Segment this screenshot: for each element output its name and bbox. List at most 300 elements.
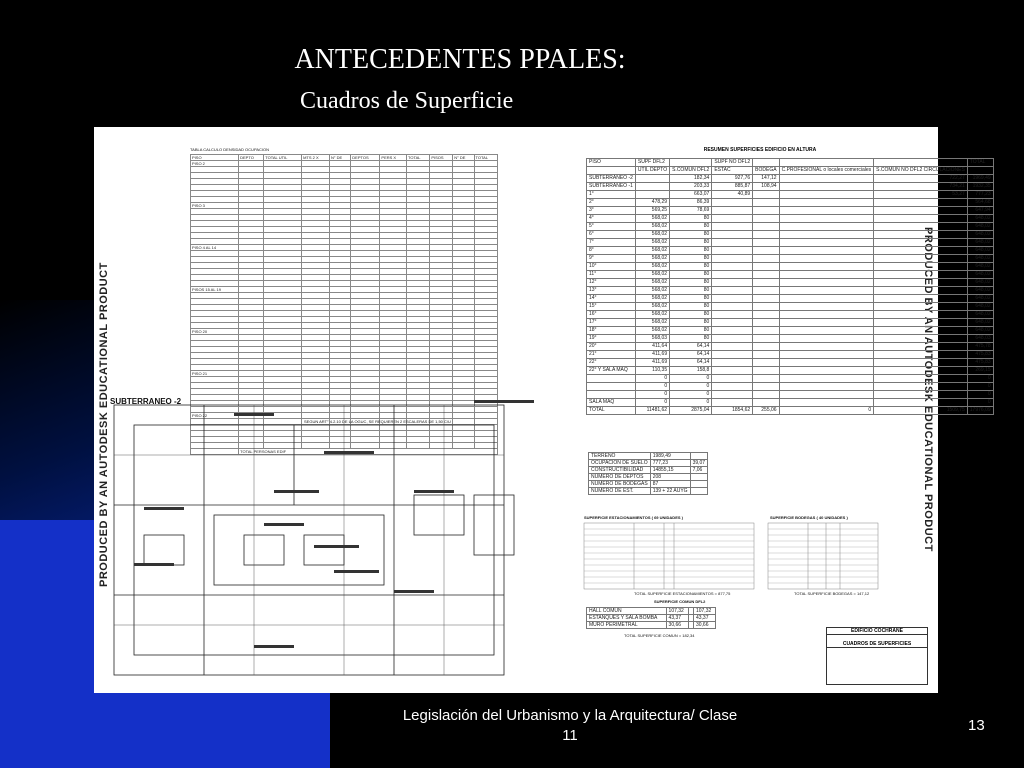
resumen-cell: 182,34 bbox=[670, 175, 712, 183]
resumen-cell bbox=[712, 327, 753, 335]
normativa-cell: 208 bbox=[650, 474, 690, 481]
resumen-cell: 475,83 bbox=[967, 351, 993, 359]
resumen-cell: 648,02 bbox=[967, 279, 993, 287]
normativa-cell bbox=[690, 453, 708, 460]
resumen-cell bbox=[779, 367, 874, 375]
resumen-header-cell: C.PROFESIONAL o locales comerciales bbox=[779, 167, 874, 175]
watermark-left: PRODUCED BY AN AUTODESK EDUCATIONAL PRODUCT bbox=[98, 262, 110, 587]
resumen-header-cell bbox=[874, 159, 968, 167]
resumen-cell bbox=[635, 183, 669, 191]
resumen-cell bbox=[779, 199, 874, 207]
resumen-cell bbox=[753, 391, 779, 399]
resumen-row bbox=[587, 351, 994, 359]
normativa-cell: 14855,15 bbox=[650, 467, 690, 474]
resumen-cell bbox=[712, 375, 753, 383]
resumen-cell bbox=[753, 271, 779, 279]
resumen-cell: 411,69 bbox=[635, 359, 669, 367]
resumen-cell: 1509,75 bbox=[874, 407, 968, 415]
resumen-cell bbox=[779, 279, 874, 287]
resumen-row bbox=[587, 383, 994, 391]
resumen-cell bbox=[874, 199, 968, 207]
comun-title: SUPERFICIE COMUN DFL2 bbox=[654, 599, 706, 604]
resumen-row bbox=[587, 207, 994, 215]
resumen-row bbox=[587, 247, 994, 255]
resumen-cell bbox=[874, 351, 968, 359]
resumen-header-cell: PISO bbox=[587, 159, 636, 167]
resumen-cell bbox=[779, 335, 874, 343]
resumen-cell bbox=[753, 255, 779, 263]
resumen-cell: 927,76 bbox=[712, 175, 753, 183]
resumen-cell bbox=[753, 319, 779, 327]
comun-table bbox=[586, 607, 716, 629]
density-cell: PISO 2 bbox=[191, 161, 239, 167]
resumen-cell: 475,83 bbox=[967, 359, 993, 367]
normativa-cell: NUMERO DE BODEGAS bbox=[589, 481, 651, 488]
normativa-cell: 87 bbox=[650, 481, 690, 488]
resumen-row bbox=[587, 359, 994, 367]
resumen-row bbox=[587, 183, 994, 191]
resumen-cell bbox=[753, 383, 779, 391]
resumen-cell bbox=[635, 191, 669, 199]
comun-cell: ESTANQUES Y SALA BOMBA bbox=[587, 615, 667, 622]
resumen-cell bbox=[753, 399, 779, 407]
resumen-cell: 21° bbox=[587, 351, 636, 359]
density-header-cell: TOTAL UTIL bbox=[264, 155, 302, 161]
resumen-cell: 80 bbox=[670, 295, 712, 303]
slide-footer: Legislación del Urbanismo y la Arquitectura/ Clase 11 bbox=[402, 707, 738, 744]
resumen-cell: 0 bbox=[967, 391, 993, 399]
resumen-row bbox=[587, 191, 994, 199]
density-header-cell: N° DE bbox=[330, 155, 351, 161]
plan-label: SUBTERRANEO -2 bbox=[110, 397, 182, 406]
resumen-cell: 411,64 bbox=[635, 343, 669, 351]
resumen-cell: 564,68 bbox=[967, 199, 993, 207]
comun-cell: 43,37 bbox=[666, 615, 688, 622]
resumen-row bbox=[587, 271, 994, 279]
comun-cell: 107,32 bbox=[666, 608, 688, 615]
resumen-cell bbox=[874, 239, 968, 247]
resumen-table bbox=[586, 158, 994, 415]
resumen-cell: 568,02 bbox=[635, 311, 669, 319]
normativa-cell: CONSTRUCTIBILIDAD bbox=[589, 467, 651, 474]
resumen-cell: 648,02 bbox=[967, 311, 993, 319]
resumen-cell: 7° bbox=[587, 239, 636, 247]
comun-cell: HALL COMUN bbox=[587, 608, 667, 615]
resumen-cell: 110,35 bbox=[635, 367, 669, 375]
resumen-cell bbox=[779, 295, 874, 303]
density-header-cell: TOTAL bbox=[474, 155, 497, 161]
resumen-cell bbox=[753, 343, 779, 351]
comun-row bbox=[587, 622, 716, 629]
resumen-cell: 80 bbox=[670, 287, 712, 295]
resumen-cell: 147,12 bbox=[753, 175, 779, 183]
resumen-cell: 80 bbox=[670, 279, 712, 287]
estacionamientos-table bbox=[584, 523, 754, 589]
resumen-cell bbox=[779, 383, 874, 391]
resumen-cell: 568,02 bbox=[635, 215, 669, 223]
resumen-cell: 10° bbox=[587, 263, 636, 271]
resumen-cell bbox=[874, 311, 968, 319]
resumen-cell: 0 bbox=[967, 383, 993, 391]
resumen-cell bbox=[874, 279, 968, 287]
resumen-cell: 647,94 bbox=[967, 207, 993, 215]
resumen-superficies bbox=[586, 147, 991, 415]
resumen-header-cell: S.COMUN DFL2 bbox=[670, 167, 712, 175]
resumen-cell: 648,02 bbox=[967, 319, 993, 327]
resumen-cell bbox=[753, 351, 779, 359]
resumen-cell: 648,02 bbox=[967, 287, 993, 295]
comun-total: TOTAL SUPERFICIE COMUN = 182,34 bbox=[624, 633, 695, 638]
resumen-row bbox=[587, 375, 994, 383]
comun-row bbox=[587, 615, 716, 622]
resumen-cell bbox=[753, 287, 779, 295]
resumen-cell bbox=[712, 271, 753, 279]
resumen-cell bbox=[874, 367, 968, 375]
density-cell: PISO 22 bbox=[191, 413, 239, 419]
resumen-cell: 19° bbox=[587, 335, 636, 343]
resumen-row bbox=[587, 407, 994, 415]
comun-cell: 30,66 bbox=[693, 622, 715, 629]
resumen-cell bbox=[779, 327, 874, 335]
resumen-cell bbox=[874, 391, 968, 399]
resumen-cell: 2875,04 bbox=[670, 407, 712, 415]
resumen-cell bbox=[712, 215, 753, 223]
resumen-cell: 64,14 bbox=[670, 359, 712, 367]
resumen-row bbox=[587, 231, 994, 239]
resumen-cell: 568,02 bbox=[635, 327, 669, 335]
resumen-cell: 158,8 bbox=[670, 367, 712, 375]
resumen-cell bbox=[874, 359, 968, 367]
resumen-row bbox=[587, 367, 994, 375]
resumen-cell: TOTAL bbox=[587, 407, 636, 415]
resumen-cell: 568,02 bbox=[635, 287, 669, 295]
resumen-header-cell bbox=[670, 159, 712, 167]
resumen-cell: 80 bbox=[670, 239, 712, 247]
resumen-cell: 11481,62 bbox=[635, 407, 669, 415]
density-header-cell: TOTAL bbox=[407, 155, 430, 161]
resumen-cell: 478,29 bbox=[635, 199, 669, 207]
resumen-cell bbox=[587, 375, 636, 383]
resumen-cell bbox=[753, 367, 779, 375]
resumen-cell: 80 bbox=[670, 327, 712, 335]
resumen-cell: 255,06 bbox=[753, 407, 779, 415]
resumen-cell: 568,02 bbox=[635, 303, 669, 311]
resumen-cell: 12° bbox=[587, 279, 636, 287]
resumen-cell: 734,21 bbox=[874, 183, 968, 191]
resumen-cell bbox=[779, 191, 874, 199]
resumen-cell bbox=[753, 279, 779, 287]
resumen-cell: 648,02 bbox=[967, 239, 993, 247]
resumen-cell: 203,33 bbox=[670, 183, 712, 191]
resumen-cell: SALA MAQ bbox=[587, 399, 636, 407]
estacionamientos-title: SUPERFICIE ESTACIONAMIENTOS ( 69 UNIDADES ) bbox=[584, 515, 683, 520]
resumen-cell: 22° bbox=[587, 359, 636, 367]
resumen-header-row bbox=[587, 167, 994, 175]
resumen-cell bbox=[874, 207, 968, 215]
resumen-cell: 411,69 bbox=[635, 351, 669, 359]
resumen-cell bbox=[712, 359, 753, 367]
normativa-cell: OCUPACION DE SUELO bbox=[589, 460, 651, 467]
resumen-row bbox=[587, 199, 994, 207]
resumen-cell bbox=[874, 303, 968, 311]
resumen-cell: 5° bbox=[587, 223, 636, 231]
resumen-cell: 4° bbox=[587, 215, 636, 223]
comun-cell: 43,37 bbox=[693, 615, 715, 622]
bodegas-table bbox=[768, 523, 878, 589]
resumen-cell: 17° bbox=[587, 319, 636, 327]
stamp-project: EDIFICIO COCHRANE bbox=[827, 628, 927, 635]
resumen-header-cell: ESTAC bbox=[712, 167, 753, 175]
resumen-cell: 568,02 bbox=[635, 247, 669, 255]
normativa-row bbox=[589, 474, 708, 481]
resumen-cell bbox=[635, 175, 669, 183]
resumen-header-cell: SUPF NO DFL2 bbox=[712, 159, 753, 167]
normativa-row bbox=[589, 460, 708, 467]
comun-cell: MURO PERIMETRAL bbox=[587, 622, 667, 629]
resumen-cell: 80 bbox=[670, 271, 712, 279]
resumen-cell bbox=[753, 327, 779, 335]
resumen-cell: 64,14 bbox=[670, 351, 712, 359]
resumen-cell bbox=[712, 383, 753, 391]
normativa-cell: NUMERO DE DEPTOS bbox=[589, 474, 651, 481]
resumen-header-cell: BODEGA bbox=[753, 167, 779, 175]
resumen-cell bbox=[779, 215, 874, 223]
resumen-cell: 648,02 bbox=[967, 271, 993, 279]
resumen-cell: 80 bbox=[670, 311, 712, 319]
resumen-cell: 0 bbox=[670, 375, 712, 383]
resumen-cell bbox=[712, 295, 753, 303]
resumen-cell bbox=[779, 255, 874, 263]
resumen-row bbox=[587, 391, 994, 399]
resumen-cell: 0 bbox=[670, 391, 712, 399]
resumen-cell: 569,25 bbox=[635, 207, 669, 215]
normativa-cell bbox=[690, 488, 708, 495]
resumen-row bbox=[587, 319, 994, 327]
resumen-cell: 80 bbox=[670, 335, 712, 343]
normativa-cell: 7,06 bbox=[690, 467, 708, 474]
normativa-cell: NUMERO DE EST. bbox=[589, 488, 651, 495]
normativa-cell: 1989,49 bbox=[650, 453, 690, 460]
density-cell: PISO 3 bbox=[191, 203, 239, 209]
density-header-cell: PISO bbox=[191, 155, 239, 161]
resumen-row bbox=[587, 215, 994, 223]
resumen-cell bbox=[779, 303, 874, 311]
estacionamientos-total: TOTAL SUPERFICIE ESTACIONAMIENTOS = 877,75 bbox=[634, 591, 731, 596]
resumen-cell bbox=[779, 271, 874, 279]
resumen-row bbox=[587, 239, 994, 247]
resumen-cell bbox=[779, 183, 874, 191]
normativa-row bbox=[589, 488, 708, 495]
resumen-cell: 16° bbox=[587, 311, 636, 319]
resumen-cell: 1854,62 bbox=[712, 407, 753, 415]
resumen-cell: 80 bbox=[670, 263, 712, 271]
resumen-row bbox=[587, 279, 994, 287]
density-header-cell: N° DE bbox=[453, 155, 474, 161]
resumen-row bbox=[587, 303, 994, 311]
resumen-cell: 475,78 bbox=[967, 343, 993, 351]
resumen-cell: 86,39 bbox=[670, 199, 712, 207]
resumen-cell: SUBTERRANEO -1 bbox=[587, 183, 636, 191]
resumen-cell bbox=[712, 207, 753, 215]
resumen-cell: 2° bbox=[587, 199, 636, 207]
resumen-cell: 269,15 bbox=[967, 367, 993, 375]
normativa-table bbox=[588, 452, 708, 495]
resumen-cell: 22° Y SALA MAQ bbox=[587, 367, 636, 375]
density-header-cell: DEPTOS bbox=[351, 155, 380, 161]
resumen-cell: 568,02 bbox=[635, 255, 669, 263]
floor-plan-drawing bbox=[114, 395, 574, 685]
density-cell: PISOS 15 AL 19 bbox=[191, 287, 239, 293]
resumen-cell: 0 bbox=[635, 383, 669, 391]
resumen-cell bbox=[712, 223, 753, 231]
normativa-row bbox=[589, 481, 708, 488]
resumen-cell: 80 bbox=[670, 231, 712, 239]
resumen-cell bbox=[779, 399, 874, 407]
resumen-cell: 568,02 bbox=[635, 223, 669, 231]
resumen-cell: 64,14 bbox=[670, 343, 712, 351]
resumen-cell bbox=[779, 391, 874, 399]
resumen-cell bbox=[779, 223, 874, 231]
resumen-cell: 0 bbox=[635, 399, 669, 407]
resumen-cell bbox=[712, 231, 753, 239]
resumen-cell: 648,02 bbox=[967, 247, 993, 255]
resumen-header-cell bbox=[967, 167, 993, 175]
resumen-cell: 15° bbox=[587, 303, 636, 311]
resumen-cell bbox=[753, 239, 779, 247]
resumen-cell: 80 bbox=[670, 247, 712, 255]
resumen-cell: 1969,49 bbox=[967, 175, 993, 183]
resumen-cell: 568,02 bbox=[635, 239, 669, 247]
normativa-row bbox=[589, 467, 708, 474]
resumen-cell bbox=[779, 343, 874, 351]
resumen-row bbox=[587, 255, 994, 263]
resumen-row bbox=[587, 327, 994, 335]
resumen-cell bbox=[753, 295, 779, 303]
resumen-cell bbox=[779, 207, 874, 215]
resumen-cell bbox=[874, 343, 968, 351]
resumen-cell bbox=[779, 287, 874, 295]
resumen-header-cell bbox=[753, 159, 779, 167]
resumen-cell: 568,02 bbox=[635, 295, 669, 303]
resumen-cell: 0 bbox=[967, 375, 993, 383]
resumen-cell bbox=[753, 231, 779, 239]
resumen-cell: 0 bbox=[635, 391, 669, 399]
resumen-cell bbox=[712, 303, 753, 311]
resumen-cell bbox=[874, 255, 968, 263]
resumen-cell bbox=[874, 247, 968, 255]
resumen-cell: 648,02 bbox=[967, 215, 993, 223]
resumen-header-cell: S.COMUN NO DFL2 CIRCULACIONES bbox=[874, 167, 968, 175]
drawing-sheet bbox=[94, 127, 991, 693]
resumen-row bbox=[587, 287, 994, 295]
resumen-cell bbox=[874, 383, 968, 391]
resumen-cell bbox=[874, 271, 968, 279]
resumen-cell bbox=[874, 335, 968, 343]
resumen-cell bbox=[753, 311, 779, 319]
resumen-cell bbox=[874, 231, 968, 239]
density-cell: PISO 20 bbox=[191, 329, 239, 335]
resumen-cell bbox=[753, 215, 779, 223]
resumen-cell bbox=[712, 287, 753, 295]
resumen-cell bbox=[753, 359, 779, 367]
resumen-cell bbox=[753, 263, 779, 271]
resumen-cell bbox=[753, 191, 779, 199]
title-block bbox=[826, 627, 928, 685]
slide-title: ANTECEDENTES PPALES: bbox=[294, 44, 626, 75]
resumen-cell bbox=[712, 311, 753, 319]
resumen-cell bbox=[712, 391, 753, 399]
resumen-cell: 80 bbox=[670, 319, 712, 327]
resumen-cell bbox=[874, 215, 968, 223]
resumen-cell bbox=[874, 295, 968, 303]
resumen-cell bbox=[753, 223, 779, 231]
left-table-header: TABLA CALCULO DENSIDAD OCUPACION bbox=[190, 147, 269, 152]
resumen-cell: 568,02 bbox=[635, 279, 669, 287]
resumen-cell: 568,02 bbox=[635, 231, 669, 239]
resumen-cell: 0 bbox=[967, 399, 993, 407]
resumen-cell: 80 bbox=[670, 255, 712, 263]
resumen-cell: 80 bbox=[670, 303, 712, 311]
resumen-cell: 1° bbox=[587, 191, 636, 199]
resumen-title: RESUMEN SUPERFICIES EDIFICIO EN ALTURA bbox=[703, 147, 817, 153]
bodegas-total: TOTAL SUPERFICIE BODEGAS = 147,12 bbox=[794, 591, 870, 596]
resumen-header-cell: UTIL DEPTO bbox=[635, 167, 669, 175]
density-header-cell: PERS X bbox=[380, 155, 407, 161]
left-table-footnote: SEGUN ART° 4.2.10 DE LA OGUC, SE REQUIEREN 2 ESCALERAS DE 1,50 C/U bbox=[304, 419, 451, 424]
density-header-cell: PISOS bbox=[430, 155, 453, 161]
density-header-cell: MTS 2 X bbox=[302, 155, 330, 161]
resumen-cell: 17976,09 bbox=[967, 407, 993, 415]
resumen-cell: 9° bbox=[587, 255, 636, 263]
resumen-cell bbox=[753, 199, 779, 207]
resumen-cell: 0 bbox=[635, 375, 669, 383]
resumen-cell: 568,02 bbox=[635, 319, 669, 327]
density-cell: PISO 21 bbox=[191, 371, 239, 377]
resumen-cell: 20° bbox=[587, 343, 636, 351]
resumen-cell bbox=[874, 399, 968, 407]
resumen-cell: 18° bbox=[587, 327, 636, 335]
resumen-row bbox=[587, 343, 994, 351]
resumen-header-row bbox=[587, 159, 994, 167]
resumen-row bbox=[587, 295, 994, 303]
resumen-header-cell: SUPF DFL2 bbox=[635, 159, 669, 167]
watermark-right: PRODUCED BY AN AUTODESK EDUCATIONAL PRODUCT bbox=[922, 227, 934, 552]
resumen-cell: 648,02 bbox=[967, 295, 993, 303]
density-cell: PISO 4 AL 14 bbox=[191, 245, 239, 251]
resumen-cell: 14° bbox=[587, 295, 636, 303]
resumen-cell: 6° bbox=[587, 231, 636, 239]
resumen-cell: 0 bbox=[670, 399, 712, 407]
resumen-cell: 722,27 bbox=[874, 175, 968, 183]
normativa-cell: 777,23 bbox=[650, 460, 690, 467]
resumen-cell bbox=[779, 359, 874, 367]
resumen-cell bbox=[753, 303, 779, 311]
resumen-cell: 648,02 bbox=[967, 255, 993, 263]
normativa-cell bbox=[690, 474, 708, 481]
page-number: 13 bbox=[968, 717, 985, 734]
slide-subtitle: Cuadros de Superficie bbox=[300, 88, 514, 114]
resumen-cell bbox=[874, 263, 968, 271]
resumen-cell bbox=[874, 223, 968, 231]
resumen-cell: 0 bbox=[670, 383, 712, 391]
comun-cell: 107,32 bbox=[693, 608, 715, 615]
resumen-cell: 648,02 bbox=[967, 263, 993, 271]
resumen-cell bbox=[753, 247, 779, 255]
resumen-cell bbox=[779, 239, 874, 247]
resumen-cell bbox=[779, 319, 874, 327]
resumen-cell bbox=[874, 327, 968, 335]
resumen-cell: 80 bbox=[670, 223, 712, 231]
